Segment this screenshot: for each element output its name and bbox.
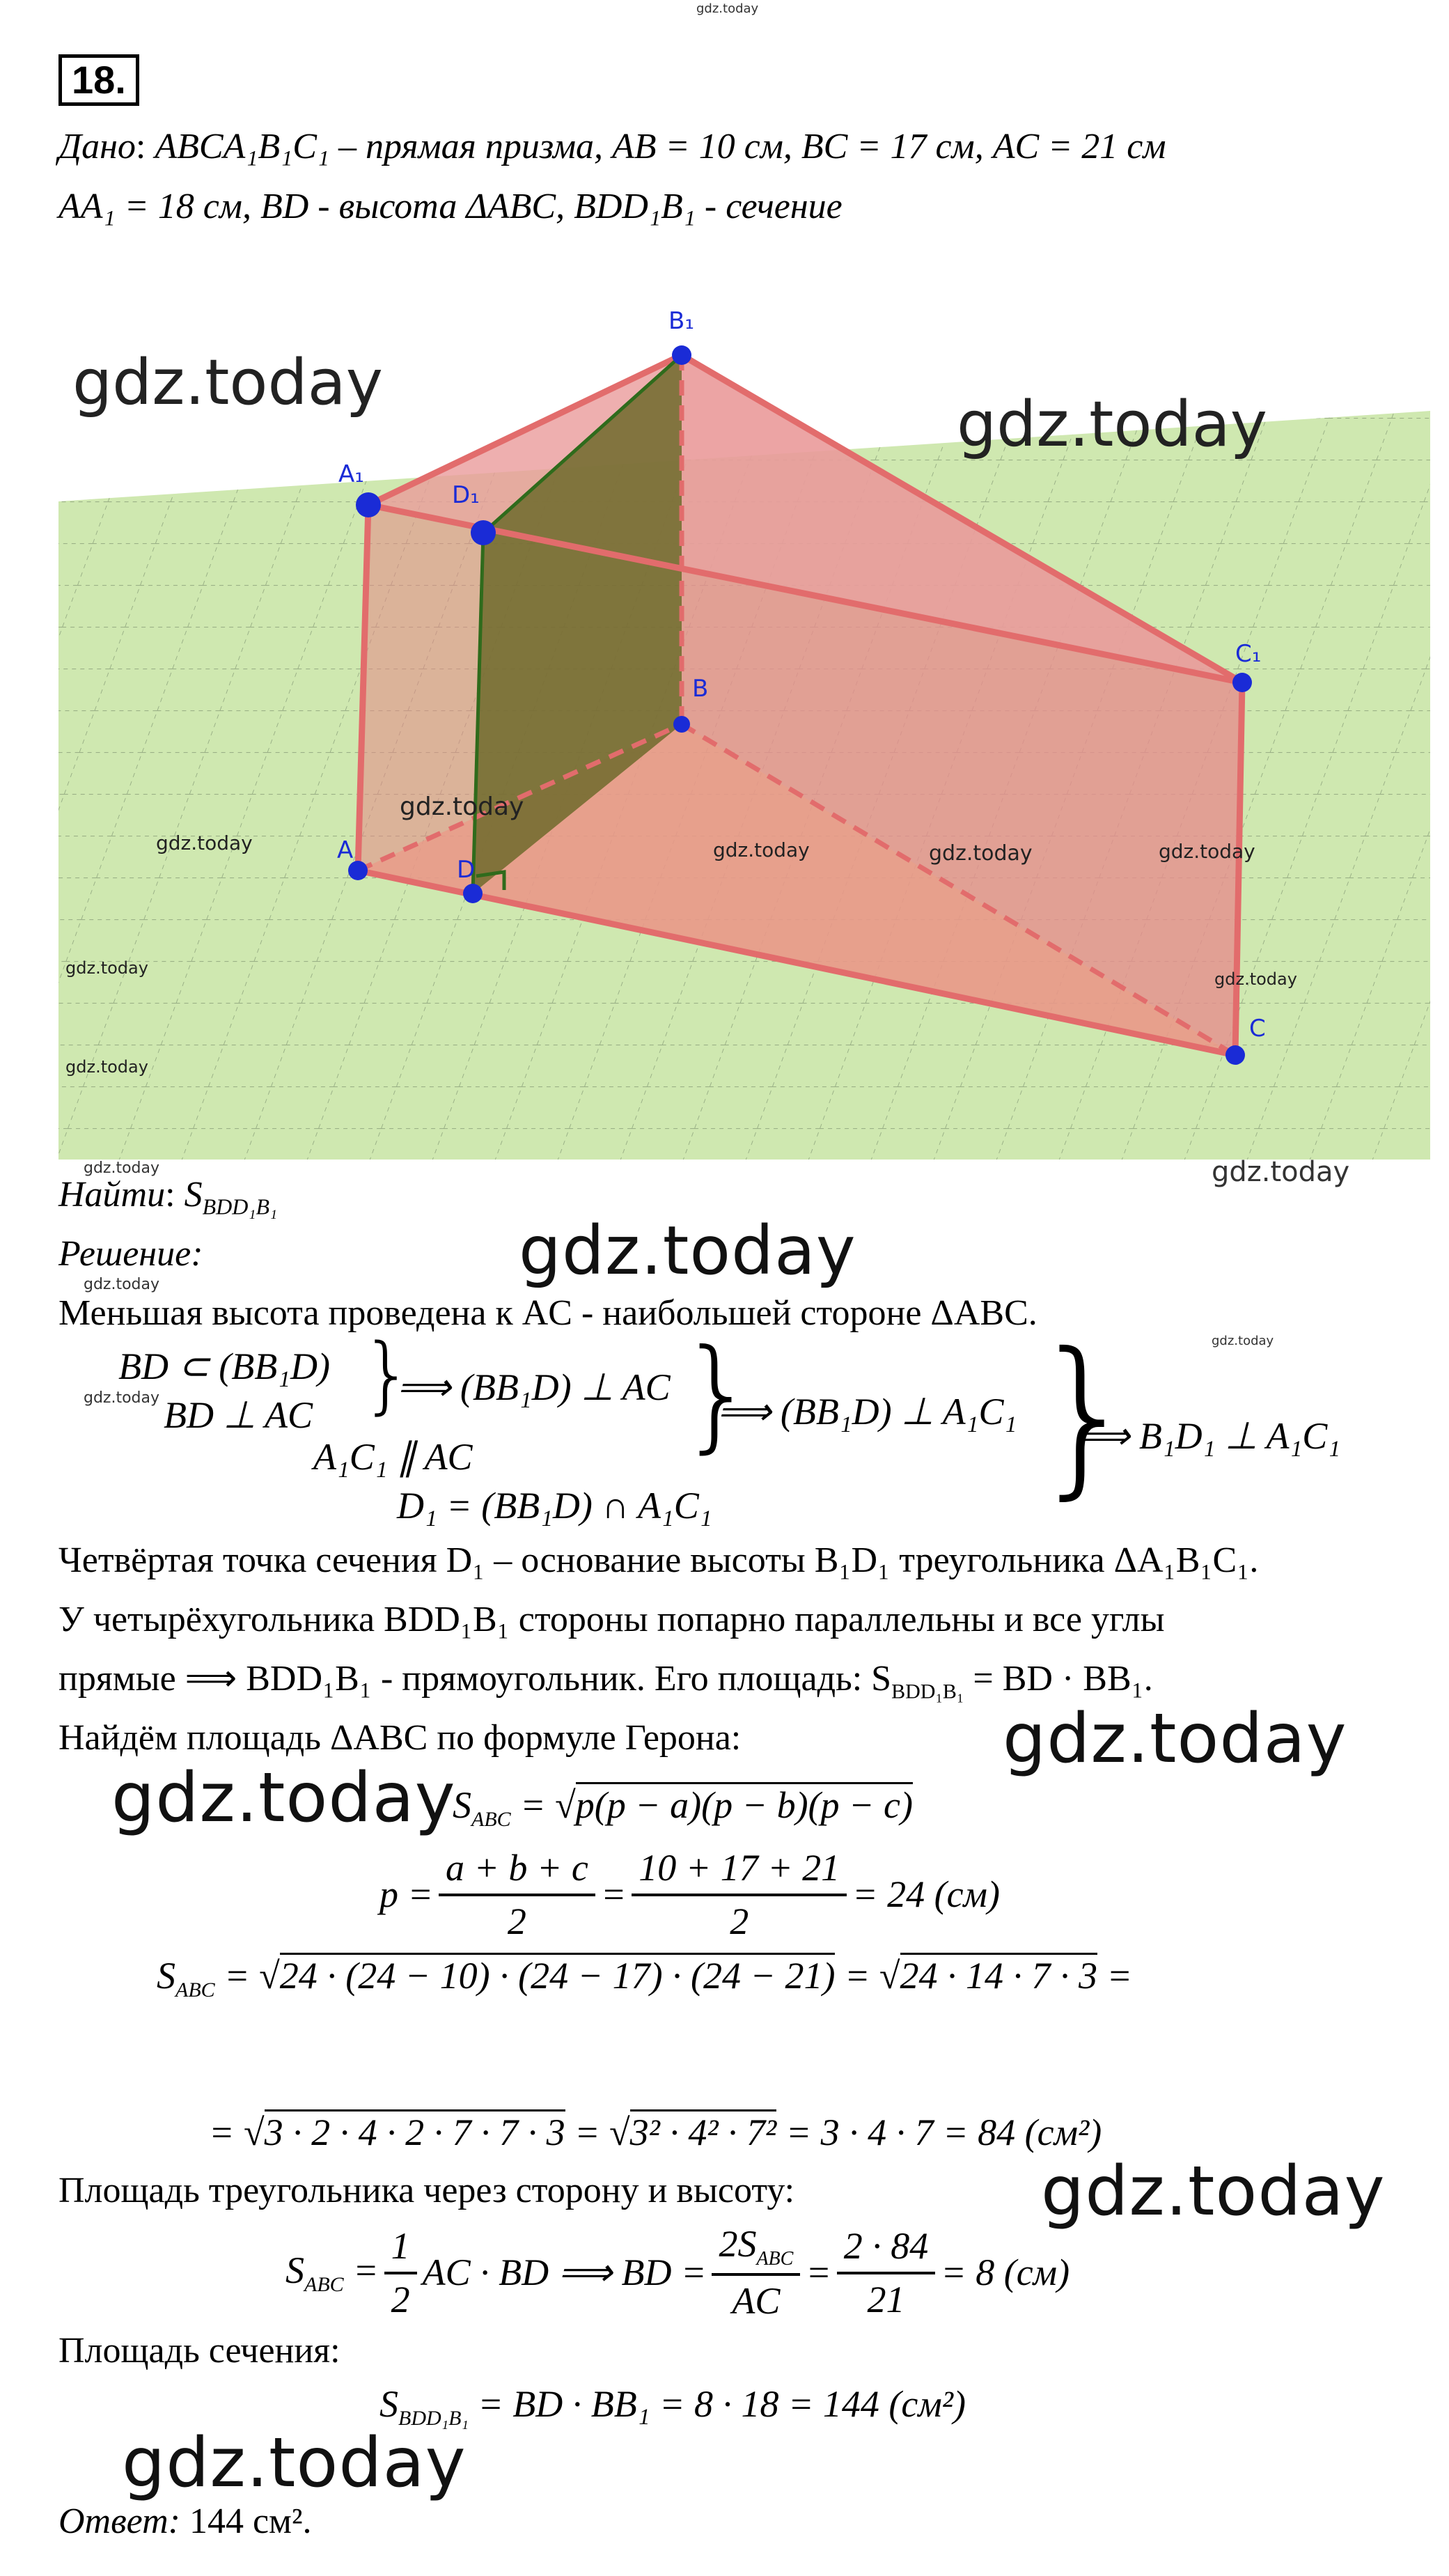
heron-title: Найдём площадь ΔABC по формуле Герона: xyxy=(58,1718,742,1758)
brace-3: } xyxy=(1031,1316,1139,1515)
area-title: Площадь треугольника через сторону и высоту: xyxy=(58,2171,795,2210)
vertex-c xyxy=(1225,1045,1245,1065)
vertex-c1 xyxy=(1232,673,1252,692)
watermark-bottom: gdz.today xyxy=(122,2423,467,2503)
given-line-1: Дано: ABCA₁B₁C₁ – прямая призма, AB = 10 см, BC = 17 см, AC = 21 см xyxy=(58,127,1166,166)
area-calc-1: $S_{ABC} = √24 \cdot (24 - 10) \cdot (24 - 17) \cdot (24 - 21) = √24 \cdot 14 \cdot 7 \cdot 3$ = xyxy=(157,1953,1132,2003)
watermark-under-figure: gdz.today xyxy=(1212,1156,1350,1188)
sys2-c: A₁C₁ ∥ AC xyxy=(313,1436,473,1478)
find-label: Найти xyxy=(58,1175,166,1215)
vertex-b xyxy=(673,716,690,733)
label-d: D xyxy=(457,856,476,884)
label-a: A xyxy=(337,836,354,864)
bd-calc: $S_{ABC}$ = $\frac{1}{2}$ AC · BD ⟹ BD = $\frac{2S_{ABC}}{AC}$ = $\frac{2 \cdot 84}{21}$ = 8 (см) xyxy=(285,2223,1070,2323)
figure-watermark-9: gdz.today xyxy=(1214,969,1297,989)
semiperimeter: p = $\frac{a + b + c}{2}$ = $\frac{10 + 17 + 21}{2}$ = 24 (см) xyxy=(379,1847,1000,1942)
find-value: S xyxy=(184,1175,203,1215)
area-calc-2: = √3 · 2 · 4 · 2 · 7 · 7 · 3 = √3² · 4² · 7² = 3 · 4 · 7 = 84 (см²) xyxy=(209,2110,1102,2155)
label-c1: C₁ xyxy=(1235,640,1262,668)
label-c: C xyxy=(1249,1015,1266,1043)
given-line-2: AA₁ = 18 см, BD - высота ΔABC, BDD₁B₁ - сечение xyxy=(58,187,843,226)
figure-watermark-2: gdz.today xyxy=(957,388,1268,461)
vertex-b1 xyxy=(672,345,691,365)
vertex-d xyxy=(463,884,483,903)
watermark-small-system: gdz.today xyxy=(84,1389,160,1407)
figure-watermark-10: gdz.today xyxy=(65,1057,148,1077)
figure-watermark-1: gdz.today xyxy=(72,346,384,419)
sys1-b: BD ⊥ AC xyxy=(164,1394,313,1436)
watermark-small-solution: gdz.today xyxy=(84,1276,160,1293)
sys3-d: D₁ = (BB₁D) ∩ A₁C₁ xyxy=(397,1485,712,1527)
label-b1: B₁ xyxy=(668,307,694,335)
answer-line: Ответ: 144 см². xyxy=(58,2501,312,2541)
watermark-heron: gdz.today xyxy=(1003,1699,1347,1779)
prism-figure-svg xyxy=(58,292,1430,1160)
header-watermark: gdz.today xyxy=(696,1,759,16)
figure-watermark-7: gdz.today xyxy=(1159,840,1255,863)
solution-label: Решение: xyxy=(58,1234,203,1274)
paragraph-1: Четвёртая точка сечения D₁ – основание высоты B₁D₁ треугольника ΔA₁B₁C₁. xyxy=(58,1540,1259,1580)
implication-3: ⟹ B₁D₁ ⊥ A₁C₁ xyxy=(1076,1415,1341,1457)
section-area: $S_{BDD_1B_1}$ = BD · BB₁ = 8 · 18 = 144 (см²) xyxy=(379,2383,966,2430)
figure-watermark-6: gdz.today xyxy=(929,841,1033,866)
implication-1: ⟹ (BB₁D) ⊥ AC xyxy=(397,1366,671,1408)
heron-formula: $S_{ABC} = √p(p - a)(p - b)(p - c)$ xyxy=(453,1783,913,1832)
figure-watermark-5: gdz.today xyxy=(713,838,810,861)
given-text-1: ABCA₁B₁C₁ – прямая призма, AB = 10 см, BC = 17 см, AC = 21 см xyxy=(155,127,1166,166)
figure-watermark-8: gdz.today xyxy=(65,958,148,978)
watermark-solution: gdz.today xyxy=(519,1212,856,1290)
paragraph-2: У четырёхугольника BDD₁B₁ стороны попарно параллельны и все углы xyxy=(58,1600,1165,1639)
figure-watermark-3: gdz.today xyxy=(400,793,524,821)
section-title: Площадь сечения: xyxy=(58,2331,340,2371)
vertex-a1 xyxy=(356,492,381,517)
watermark-area: gdz.today xyxy=(1041,2152,1386,2231)
implication-2: ⟹ (BB₁D) ⊥ A₁C₁ xyxy=(717,1391,1017,1433)
prism-figure xyxy=(58,292,1430,1160)
brace-1: } xyxy=(361,1327,414,1423)
find-sub: BDD₁B₁ xyxy=(202,1194,278,1219)
vertex-d1 xyxy=(471,520,496,545)
watermark-small-find: gdz.today xyxy=(84,1160,160,1177)
brace-2: } xyxy=(679,1324,757,1465)
watermark-tiny-right: gdz.today xyxy=(1212,1334,1274,1348)
label-d1: D₁ xyxy=(452,481,480,509)
solution-line-1: Меньшая высота проведена к AC - наибольшей стороне ΔABC. xyxy=(58,1293,1037,1333)
label-b: B xyxy=(692,675,709,703)
figure-watermark-4: gdz.today xyxy=(156,832,253,854)
label-a1: A₁ xyxy=(338,460,364,488)
given-label: Дано xyxy=(58,127,136,166)
find-line: Найти: $S_{BDD_1B_1}$ xyxy=(58,1175,278,1219)
sys1-a: BD ⊂ (BB₁D) xyxy=(118,1345,330,1387)
paragraph-3: прямые ⟹ BDD₁B₁ - прямоугольник. Его площадь: $S_{BDD_1B_1}$ = BD · BB₁. xyxy=(58,1659,1153,1703)
watermark-heron-left: gdz.today xyxy=(111,1758,456,1838)
task-number: 18. xyxy=(58,54,139,106)
